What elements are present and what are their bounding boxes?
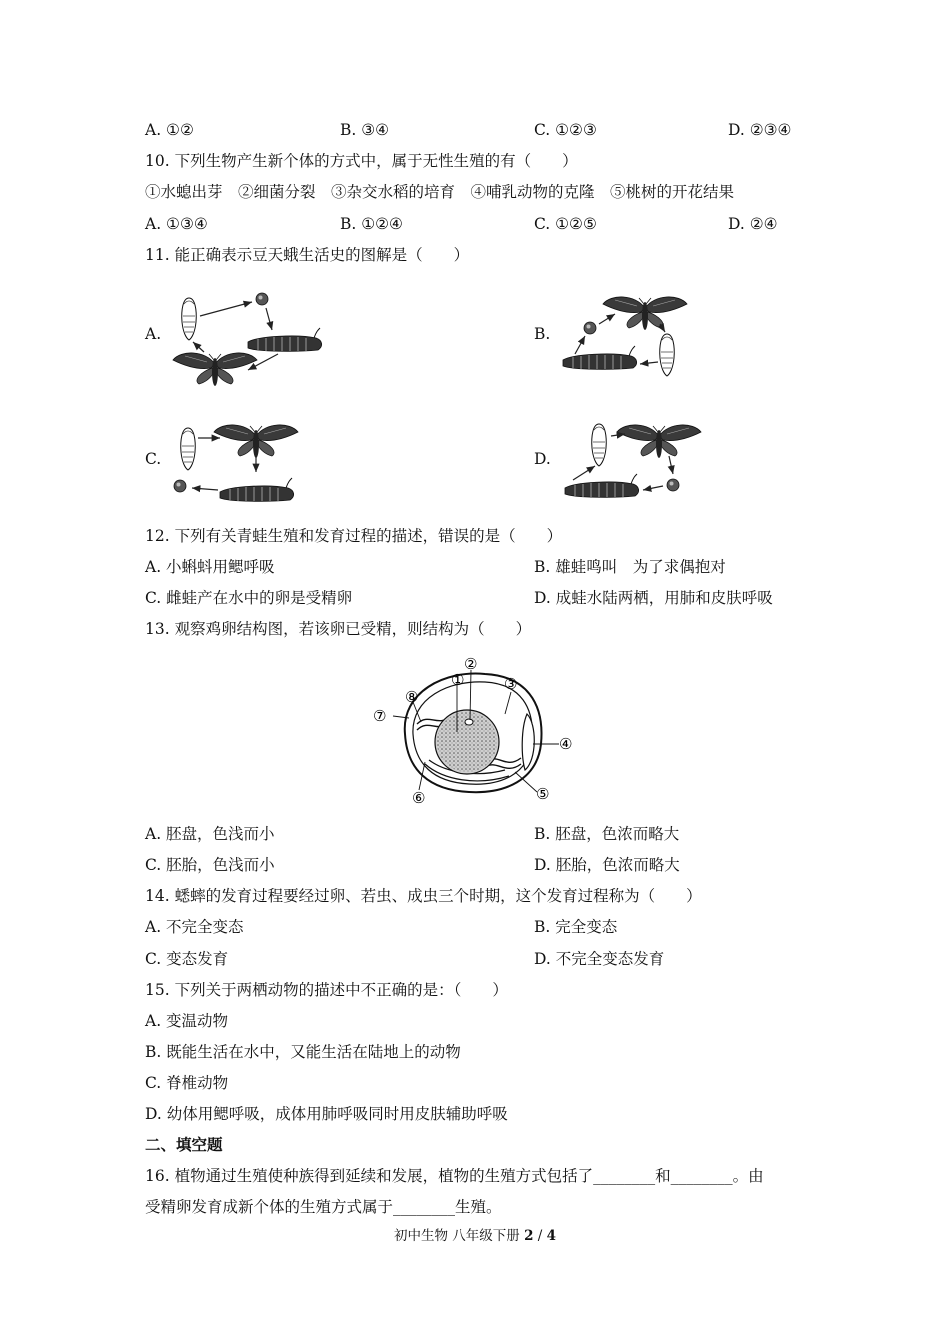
moth-icon [214, 425, 298, 458]
pupa-icon [181, 428, 195, 470]
larva-icon [563, 346, 637, 369]
q16-line1: 16. 植物通过生殖使种族得到延续和发展，植物的生殖方式包括了________和________。由 [145, 1167, 764, 1185]
pupa-icon [592, 424, 606, 466]
life-cycle-figure-d [555, 416, 715, 516]
q9-option-d: D. ②③④ [728, 121, 792, 139]
q9-option-b: B. ③④ [340, 121, 390, 139]
life-cycle-figure-a [170, 288, 330, 388]
pupa-icon [660, 334, 674, 376]
q10-stem: 10. 下列生物产生新个体的方式中，属于无性生殖的有（ ） [145, 152, 578, 170]
q11-label-d: D. [534, 450, 551, 468]
moth-icon [173, 353, 257, 386]
moth-icon [603, 297, 687, 330]
egg-icon [584, 322, 596, 334]
q15-option-c: C. 脊椎动物 [145, 1074, 229, 1092]
chicken-egg-structure-diagram [365, 652, 585, 810]
q13-option-b: B. 胚盘，色浓而略大 [534, 825, 680, 843]
q11-label-c: C. [145, 450, 162, 468]
q10-option-b: B. ①②④ [340, 215, 403, 233]
larva-icon [248, 328, 322, 351]
q14-option-c: C. 变态发育 [145, 950, 229, 968]
q14-option-d: D. 不完全变态发育 [534, 950, 665, 968]
q14-option-b: B. 完全变态 [534, 918, 618, 936]
q9-option-a: A. ①② [145, 121, 194, 139]
life-cycle-figure-c [170, 416, 330, 516]
q13-option-d: D. 胚胎，色浓而略大 [534, 856, 680, 874]
q15-stem: 15. 下列关于两栖动物的描述中不正确的是：（ ） [145, 981, 508, 999]
pupa-icon [182, 298, 196, 340]
q9-option-c: C. ①②③ [534, 121, 597, 139]
label-6: ⑥ [412, 789, 426, 807]
q16-line2: 受精卵发育成新个体的生殖方式属于________生殖。 [145, 1198, 502, 1216]
footer-separator: / [533, 1228, 547, 1244]
footer-page-total: 4 [546, 1228, 557, 1244]
q12-option-b: B. 雄蛙鸣叫 为了求偶抱对 [534, 558, 726, 576]
moth-icon [617, 425, 701, 458]
q12-option-c: C. 雌蛙产在水中的卵是受精卵 [145, 589, 353, 607]
q13-option-c: C. 胚胎，色浅而小 [145, 856, 275, 874]
q13-option-a: A. 胚盘，色浅而小 [145, 825, 275, 843]
q15-option-a: A. 变温动物 [145, 1012, 229, 1030]
life-cycle-figure-b [555, 288, 715, 388]
footer-subject: 初中生物 八年级下册 [393, 1228, 525, 1244]
q15-option-d: D. 幼体用鳃呼吸，成体用肺呼吸同时用皮肤辅助呼吸 [145, 1105, 508, 1123]
egg-icon [174, 480, 186, 492]
q15-option-b: B. 既能生活在水中，又能生活在陆地上的动物 [145, 1043, 461, 1061]
q14-stem: 14. 蟋蟀的发育过程要经过卵、若虫、成虫三个时期，这个发育过程称为（ ） [145, 887, 702, 905]
label-5: ⑤ [536, 785, 550, 803]
q12-option-a: A. 小蝌蚪用鳃呼吸 [145, 558, 275, 576]
egg-icon [256, 293, 268, 305]
q11-label-a: A. [145, 325, 162, 343]
larva-icon [220, 478, 294, 501]
label-3: ③ [504, 675, 518, 693]
q12-option-d: D. 成蛙水陆两栖，用肺和皮肤呼吸 [534, 589, 773, 607]
q10-option-a: A. ①③④ [145, 215, 208, 233]
footer-page-number: 2 [524, 1228, 534, 1244]
page-footer [0, 1226, 950, 1246]
q11-label-b: B. [534, 325, 551, 343]
section-title: 二、填空题 [145, 1135, 223, 1154]
label-7: ⑦ [373, 707, 387, 725]
q12-stem: 12. 下列有关青蛙生殖和发育过程的描述，错误的是（ ） [145, 527, 563, 545]
label-8: ⑧ [405, 688, 419, 706]
label-1: ① [451, 671, 465, 689]
q11-stem: 11. 能正确表示豆天蛾生活史的图解是（ ） [145, 246, 470, 264]
q10-option-c: C. ①②⑤ [534, 215, 597, 233]
q10-items: ①水螅出芽 ②细菌分裂 ③杂交水稻的培育 ④哺乳动物的克隆 ⑤桃树的开花结果 [145, 183, 735, 201]
label-2: ② [464, 655, 478, 673]
label-4: ④ [559, 735, 573, 753]
q13-stem: 13. 观察鸡卵结构图，若该卵已受精，则结构为（ ） [145, 620, 532, 638]
germinal-disc [465, 719, 473, 725]
q14-option-a: A. 不完全变态 [145, 918, 244, 936]
q10-option-d: D. ②④ [728, 215, 778, 233]
egg-icon [667, 479, 679, 491]
